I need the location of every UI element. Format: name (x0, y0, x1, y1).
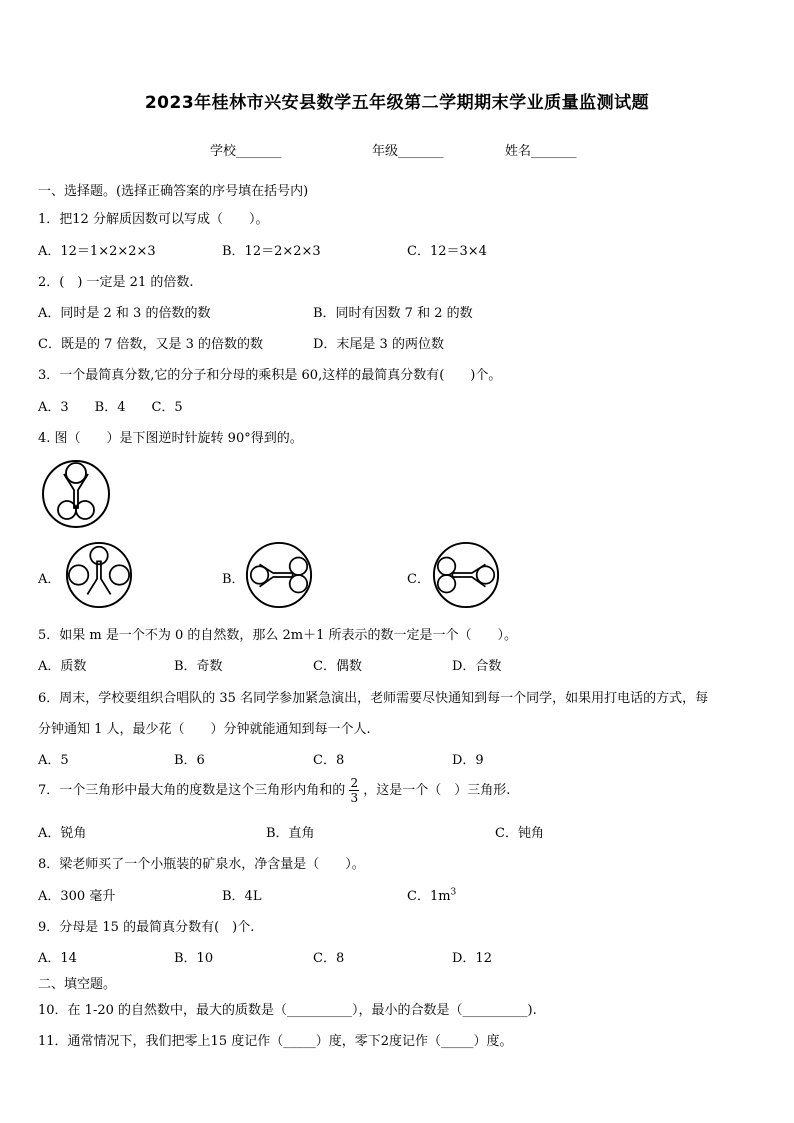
q4-figure-b (244, 540, 314, 610)
q9-option-a: A．14 (38, 951, 77, 966)
grade-field: 年级_______ (372, 144, 444, 159)
q7-stem-pre: 7．一个三角形中最大角的度数是这个三角形内角和的 (38, 783, 346, 798)
q1-option-c: C．12＝3×4 (407, 244, 487, 259)
q4-option-a: A． (38, 572, 61, 587)
q9-option-c: C．8 (313, 951, 345, 966)
q3-options: A．3 B．4 C．5 (38, 400, 183, 415)
q6-option-b: B．6 (174, 753, 205, 768)
name-field: 姓名_______ (505, 144, 577, 159)
fraction-numerator: 2 (350, 776, 359, 790)
q5-option-a: A．质数 (38, 659, 87, 674)
question-3: 3．一个最简真分数,它的分子和分母的乘积是 60,这样的最简真分数有( )个。 (38, 368, 502, 383)
page-title: 2023年桂林市兴安县数学五年级第二学期期末学业质量监测试题 (144, 93, 650, 113)
q9-option-b: B．10 (174, 951, 214, 966)
q5-option-c: C．偶数 (313, 659, 362, 674)
section-fill-heading: 二、填空题。 (38, 977, 117, 992)
q6-option-a: A．5 (38, 753, 69, 768)
q5-option-d: D．合数 (452, 659, 502, 674)
fraction-two-thirds (349, 777, 359, 804)
q2-option-b: B．同时有因数 7 和 2 的数 (313, 306, 473, 321)
q8-option-a: A．300 毫升 (38, 889, 116, 904)
q7-stem-post: ，这是一个（ ）三角形. (363, 783, 511, 798)
q8-option-b: B．4L (222, 889, 262, 904)
q1-option-b: B．12＝2×2×3 (222, 244, 321, 259)
question-11: 11．通常情况下，我们把零上15 度记作（_____）度，零下2度记作（_____）度。 (38, 1034, 513, 1049)
q8-option-c-superscript: 3 (450, 887, 457, 898)
question-4: 4. 图（ ）是下图逆时针旋转 90°得到的。 (38, 431, 303, 446)
section-choice-heading: 一、选择题。(选择正确答案的序号填在括号内) (38, 184, 309, 199)
question-1: 1．把12 分解质因数可以写成（ ）。 (38, 212, 269, 227)
rotation-source-figure (40, 458, 112, 530)
q2-option-d: D．末尾是 3 的两位数 (313, 337, 444, 352)
q8-option-c (407, 885, 456, 904)
q2-option-a: A．同时是 2 和 3 的倍数的数 (38, 306, 211, 321)
q4-figure-a (64, 540, 134, 610)
question-5: 5．如果 m 是一个不为 0 的自然数，那么 2m＋1 所表示的数一定是一个（ ）。 (38, 628, 518, 643)
q6-option-c: C．8 (313, 753, 345, 768)
question-8: 8．梁老师买了一个小瓶装的矿泉水，净含量是（ ）。 (38, 857, 365, 872)
q2-option-c: C．既是的 7 倍数，又是 3 的倍数的数 (38, 337, 264, 352)
fraction-denominator: 3 (350, 791, 359, 805)
question-2: 2．( ) 一定是 21 的倍数. (38, 275, 194, 290)
q4-figure-c (431, 540, 501, 610)
school-field: 学校_______ (210, 144, 282, 159)
q4-option-c: C． (407, 572, 430, 587)
question-9: 9．分母是 15 的最简真分数有( )个. (38, 920, 255, 935)
question-7 (38, 777, 510, 804)
question-6-line-1: 6．周末，学校要组织合唱队的 35 名同学参加紧急演出，老师需要尽快通知到每一个同学，如果用打电话的方式，每 (38, 691, 709, 706)
q7-option-b: B．直角 (266, 826, 315, 841)
q8-option-c-text: C．1m (407, 889, 451, 904)
q4-option-b: B． (222, 572, 245, 587)
q1-option-a: A．12＝1×2×2×3 (38, 244, 156, 259)
question-10: 10．在 1-20 的自然数中，最大的质数是（__________），最小的合数是（__________). (38, 1003, 537, 1018)
q5-option-b: B．奇数 (174, 659, 223, 674)
q6-option-d: D．9 (452, 753, 484, 768)
q9-option-d: D．12 (452, 951, 492, 966)
q7-option-c: C．钝角 (495, 826, 544, 841)
q7-option-a: A．锐角 (38, 826, 87, 841)
question-6-line-2: 分钟通知 1 人，最少花（ ）分钟就能通知到每一个人. (38, 722, 371, 737)
